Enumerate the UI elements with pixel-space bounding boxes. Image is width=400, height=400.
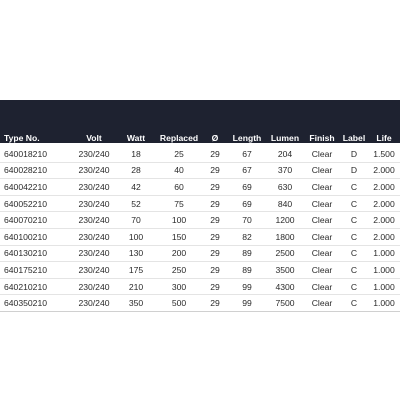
cell-label: C	[340, 212, 368, 229]
cell-length: 69	[228, 179, 266, 196]
cell-life: 2.000	[368, 195, 400, 212]
cell-lumen: 2500	[266, 245, 304, 262]
cell-life: 1.000	[368, 278, 400, 295]
cell-lumen: 4300	[266, 278, 304, 295]
cell-volt: 230/240	[72, 146, 116, 162]
cell-finish: Clear	[304, 228, 340, 245]
cell-diameter: 29	[202, 146, 228, 162]
table-row	[0, 228, 400, 245]
cell-length: 99	[228, 278, 266, 295]
cell-life: 1.000	[368, 295, 400, 312]
table-row	[0, 195, 400, 212]
cell-volt: 230/240	[72, 295, 116, 312]
table-body	[0, 146, 400, 311]
cell-watt: 42	[116, 179, 156, 196]
cell-diameter: 29	[202, 295, 228, 312]
cell-finish: Clear	[304, 179, 340, 196]
col-header-length: Length	[232, 133, 262, 143]
cell-label: D	[340, 162, 368, 179]
cell-type-no: 640028210	[0, 162, 72, 179]
table-row	[0, 212, 400, 229]
cell-lumen: 1200	[266, 212, 304, 229]
cell-finish: Clear	[304, 195, 340, 212]
cell-volt: 230/240	[72, 278, 116, 295]
cell-life: 2.000	[368, 162, 400, 179]
cell-lumen: 370	[266, 162, 304, 179]
table-row	[0, 262, 400, 279]
cell-replaced: 100	[156, 212, 202, 229]
cell-lumen: 1800	[266, 228, 304, 245]
cell-diameter: 29	[202, 245, 228, 262]
cell-diameter: 29	[202, 228, 228, 245]
cell-label: C	[340, 245, 368, 262]
cell-watt: 350	[116, 295, 156, 312]
col-header-lumen: Lumen	[270, 133, 300, 143]
cell-diameter: 29	[202, 195, 228, 212]
table-row	[0, 146, 400, 162]
cell-type-no: 640350210	[0, 295, 72, 312]
table-row	[0, 162, 400, 179]
cell-length: 69	[228, 195, 266, 212]
col-header-volt: Volt	[86, 133, 102, 143]
cell-diameter: 29	[202, 278, 228, 295]
cell-length: 70	[228, 212, 266, 229]
cell-replaced: 150	[156, 228, 202, 245]
cell-lumen: 3500	[266, 262, 304, 279]
cell-watt: 28	[116, 162, 156, 179]
cell-watt: 210	[116, 278, 156, 295]
col-header-label: Label	[342, 133, 366, 143]
cell-replaced: 25	[156, 146, 202, 162]
cell-life: 1.000	[368, 245, 400, 262]
table-row	[0, 179, 400, 196]
cell-finish: Clear	[304, 146, 340, 162]
cell-type-no: 640042210	[0, 179, 72, 196]
cell-label: C	[340, 228, 368, 245]
col-header-finish: Finish	[309, 133, 335, 143]
cell-type-no: 640100210	[0, 228, 72, 245]
cell-volt: 230/240	[72, 179, 116, 196]
cell-volt: 230/240	[72, 212, 116, 229]
cell-volt: 230/240	[72, 228, 116, 245]
cell-length: 82	[228, 228, 266, 245]
cell-lumen: 204	[266, 146, 304, 162]
cell-lumen: 630	[266, 179, 304, 196]
cell-label: C	[340, 179, 368, 196]
cell-finish: Clear	[304, 278, 340, 295]
cell-lumen: 840	[266, 195, 304, 212]
cell-watt: 175	[116, 262, 156, 279]
cell-diameter: 29	[202, 179, 228, 196]
cell-replaced: 40	[156, 162, 202, 179]
cell-type-no: 640175210	[0, 262, 72, 279]
cell-label: D	[340, 146, 368, 162]
cell-length: 67	[228, 162, 266, 179]
cell-life: 1.000	[368, 262, 400, 279]
cell-lumen: 7500	[266, 295, 304, 312]
table-row	[0, 278, 400, 295]
table-row	[0, 245, 400, 262]
cell-type-no: 640052210	[0, 195, 72, 212]
cell-diameter: 29	[202, 212, 228, 229]
cell-watt: 100	[116, 228, 156, 245]
cell-replaced: 500	[156, 295, 202, 312]
cell-length: 89	[228, 262, 266, 279]
cell-watt: 70	[116, 212, 156, 229]
cell-type-no: 640018210	[0, 146, 72, 162]
col-header-diameter: Ø	[211, 133, 219, 143]
cell-finish: Clear	[304, 262, 340, 279]
cell-length: 89	[228, 245, 266, 262]
table-header-row	[0, 124, 400, 146]
lamp-spec-table	[0, 124, 400, 312]
cell-watt: 18	[116, 146, 156, 162]
cell-finish: Clear	[304, 245, 340, 262]
cell-volt: 230/240	[72, 162, 116, 179]
col-header-life: Life	[376, 133, 392, 143]
cell-diameter: 29	[202, 162, 228, 179]
table-row	[0, 295, 400, 312]
cell-diameter: 29	[202, 262, 228, 279]
cell-label: C	[340, 278, 368, 295]
col-header-type-no: Type No.	[4, 133, 40, 143]
cell-type-no: 640130210	[0, 245, 72, 262]
cell-life: 2.000	[368, 228, 400, 245]
cell-life: 2.000	[368, 179, 400, 196]
cell-volt: 230/240	[72, 262, 116, 279]
cell-replaced: 200	[156, 245, 202, 262]
cell-replaced: 60	[156, 179, 202, 196]
cell-label: C	[340, 195, 368, 212]
cell-type-no: 640210210	[0, 278, 72, 295]
cell-length: 67	[228, 146, 266, 162]
cell-finish: Clear	[304, 162, 340, 179]
col-header-replaced: Replaced	[159, 133, 199, 143]
cell-life: 1.500	[368, 146, 400, 162]
cell-watt: 130	[116, 245, 156, 262]
cell-volt: 230/240	[72, 245, 116, 262]
cell-finish: Clear	[304, 212, 340, 229]
col-header-watt: Watt	[126, 133, 146, 143]
cell-type-no: 640070210	[0, 212, 72, 229]
cell-replaced: 300	[156, 278, 202, 295]
cell-finish: Clear	[304, 295, 340, 312]
cell-replaced: 250	[156, 262, 202, 279]
cell-label: C	[340, 262, 368, 279]
cell-watt: 52	[116, 195, 156, 212]
cell-volt: 230/240	[72, 195, 116, 212]
cell-length: 99	[228, 295, 266, 312]
cell-label: C	[340, 295, 368, 312]
cell-replaced: 75	[156, 195, 202, 212]
cell-life: 2.000	[368, 212, 400, 229]
